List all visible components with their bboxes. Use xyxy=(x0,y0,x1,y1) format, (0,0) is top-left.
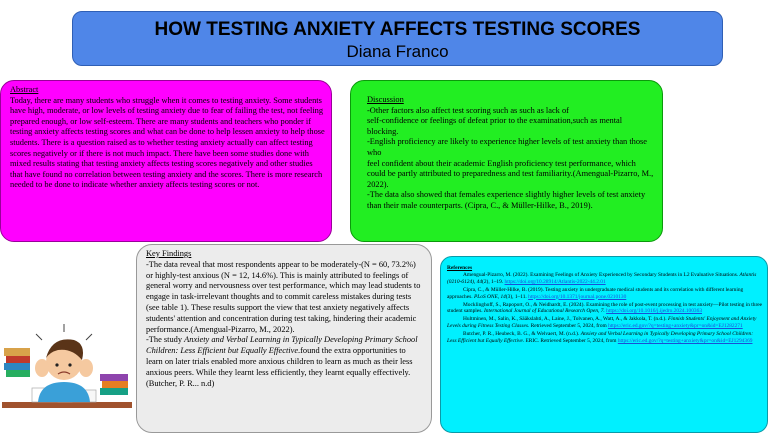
reference-link[interactable]: https://doi.org/10.1371/journal.pone.0210130 xyxy=(528,293,627,300)
book-icon xyxy=(4,348,30,356)
reference-text: Hultminen, M., Salin, K., Sääkslahti, A., Laine, J., Tolvanen, A., Watt, A., & Jakkola, T. (n.d.). xyxy=(463,316,668,323)
findings-p2-prefix: -The study xyxy=(146,335,185,345)
reference-source: Finnish Students' Enjoyment and Anxiety Levels during Fitness Testing Classes. xyxy=(447,316,757,330)
reference-item xyxy=(447,316,763,330)
book-icon xyxy=(100,388,128,395)
desk-icon xyxy=(2,402,132,408)
key-findings-panel xyxy=(136,244,432,433)
hand-icon xyxy=(79,359,93,377)
reference-source: Atlantis (0210-6124), 44 xyxy=(447,271,757,285)
reference-item xyxy=(447,331,763,345)
findings-p2-title: Anxiety and Verbal Learning in Typically Developing Primary School Children: Less Efficient but Equally Effective xyxy=(146,335,418,356)
reference-source: International Journal of Educational Research Open, 7. xyxy=(483,308,605,315)
reference-link[interactable]: https://doi.org/10.28914/Atlantis-2022-44.2.01 xyxy=(504,278,606,285)
reference-item xyxy=(447,272,763,286)
abstract-body: Today, there are many students who struggle when it comes to testing anxiety. Some students have high, moderate, or low levels of testing anxiety due to fear of failing the test, not feeling prepared enough, or low self-esteem. There are many students and teachers who ponder if testing anxiety affects testing scores and what can be done to help lessen anxiety to help those students. There is a question raised as to whether testing anxiety actually can affect testing scores negatively or if there is not much impact. There have been some studies done with mixed results stating that testing anxiety affects testing scores negatively and other studies that have found no correlation between testing anxiety and the scores. There is more research needed to be done to indicate whether anxiety affects testing scores or not. xyxy=(10,95,325,190)
references-heading: References xyxy=(447,265,473,271)
book-icon xyxy=(4,363,30,370)
reference-link[interactable]: https://eric.ed.gov/?q=testing+anxiety&pr=on&id=EJ1282271 xyxy=(608,323,743,330)
discussion-line: feel confident about their academic English proficiency test performance, which could be partly attributed to preparedness and test familiarity.(Amengual-Pizarro, M., 2022). xyxy=(367,158,654,189)
discussion-line: -Other factors also affect test scoring such as such as lack of xyxy=(367,105,569,115)
reference-link[interactable]: https://eric.ed.gov/?q=testing+anxiety&pr=on&id=EJ1294369 xyxy=(617,338,753,345)
reference-detail: (2), 1–19. xyxy=(482,278,504,285)
reference-text: Butcher, P. R., Heubeck, B. G., & Welvaert, M. (n.d.). xyxy=(463,331,581,338)
abstract-panel xyxy=(0,80,332,242)
book-icon xyxy=(100,374,128,381)
title-banner xyxy=(72,11,723,66)
reference-item xyxy=(447,302,763,316)
reference-detail: Retrieved September 5, 2024, from xyxy=(529,323,609,330)
findings-paragraph-1: -The data reveal that most respondents appear to be moderately-(N = 60, 73.2%) or highly-test anxious (N = 12, 14.6%). This is mainly attributed to feelings of general worry and nervousness over test performance, which may lead students to engage in task-irrelevant thoughts and to commit careless mistakes during tests (see table 1). These results support the view that test anxiety negatively affects students' attention and concentration during test taking, hindering their academic performance.(Amengual-Pizarro, M., 2022). xyxy=(146,259,421,334)
discussion-line: -The data also showed that females experience slightly higher levels of test anxiety than their male counterparts. (Cipra, C., & Müller-Hilke, B., 2019). xyxy=(367,190,646,210)
reference-text: Amengual-Pizarro, M. (2022). Examining Feelings of Anxiety Experienced by Secondary Students in L2 Evaluative Situations. xyxy=(463,271,740,278)
shirt-icon xyxy=(38,382,90,402)
reference-text: Cipra, C., & Müller-Hilke, B. (2019). Testing anxiety in undergraduate medical students and its correlation with different learning approaches. xyxy=(447,286,744,300)
poster-title: HOW TESTING ANXIETY AFFECTS TESTING SCORES xyxy=(154,19,641,40)
reference-detail: ERIC. Retrieved September 5, 2024, from xyxy=(524,338,618,345)
discussion-heading: Discussion xyxy=(367,95,404,104)
reference-source: Anxiety and Verbal Learning in Typically Developing Primary School Children: Less Efficient but Equally Effective. xyxy=(447,331,754,345)
findings-heading: Key Findings xyxy=(146,249,192,258)
reference-link[interactable]: https://doi.org/10.1016/j.ijedro.2024.100363 xyxy=(606,308,703,315)
discussion-line: -English proficiency are likely to experience higher levels of test anxiety than those who xyxy=(367,137,647,157)
book-icon xyxy=(6,356,30,363)
poster-author: Diana Franco xyxy=(346,42,449,61)
reference-item xyxy=(447,287,763,301)
abstract-heading: Abstract xyxy=(10,85,39,94)
references-panel xyxy=(440,256,768,433)
discussion-line: self-confidence or feelings of defeat prior to the examination,such as mental blocking. xyxy=(367,116,623,136)
book-icon xyxy=(6,370,30,377)
reference-text: Mocklinghoff, S., Rapoport, O., & Neidhardt, E. (2024). Examining the role of post-event processing in test anxiety—Pilot testing in three student samples. xyxy=(447,301,763,315)
hand-icon xyxy=(35,359,49,377)
reference-detail: (3), 1–11. xyxy=(505,293,527,300)
stressed-student-illustration xyxy=(2,318,132,430)
findings-p2-suffix: .found the extra opportunities to learn on later trials enabled more anxious children to learn as much as their less anxious peers. While they learnt less efficiently, they learnt equally effectively. (Butcher, P. R... n.d) xyxy=(146,346,413,388)
discussion-panel xyxy=(350,80,663,242)
book-icon xyxy=(102,381,128,388)
reference-source: PLoS ONE, 14 xyxy=(473,293,506,300)
findings-paragraph-2 xyxy=(146,335,423,389)
